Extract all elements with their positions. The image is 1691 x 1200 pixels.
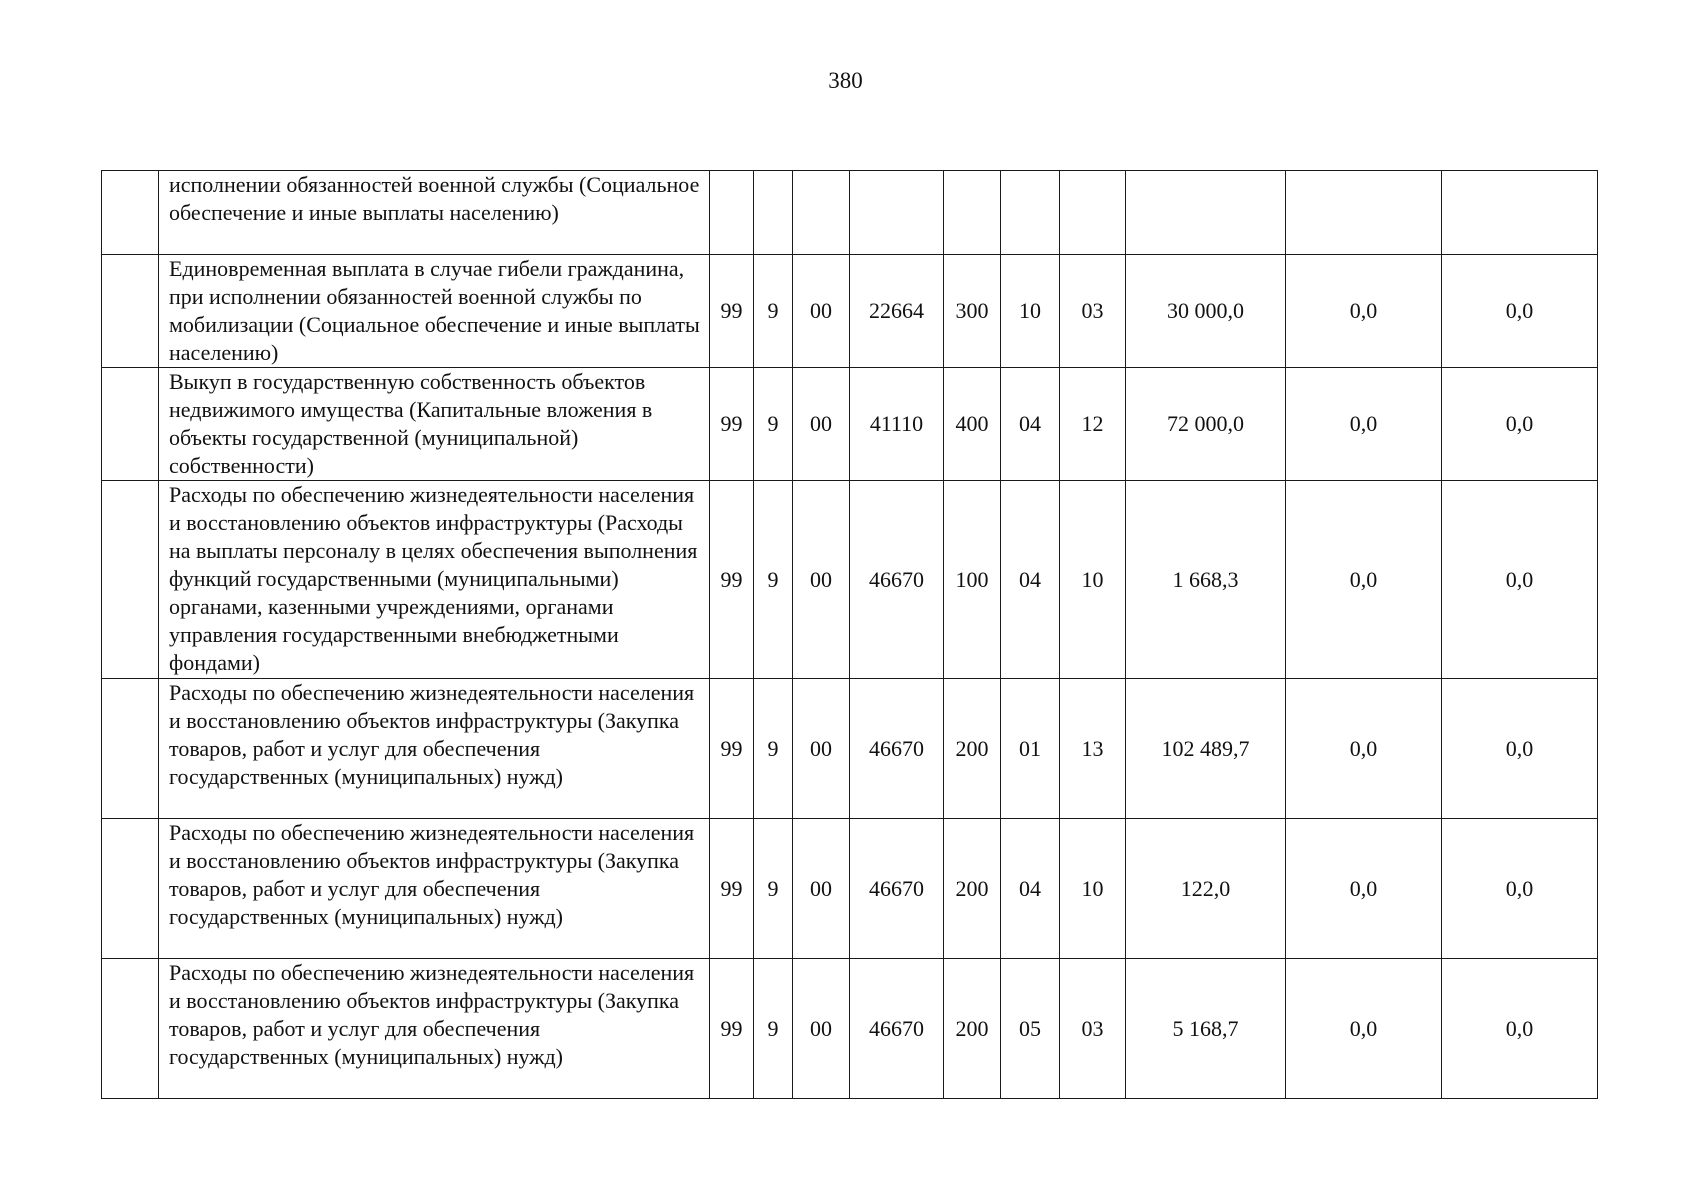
code-cell: 46670 — [850, 481, 944, 679]
code-cell — [944, 171, 1001, 255]
code-cell: 22664 — [850, 255, 944, 368]
amount-cell: 5 168,7 — [1126, 959, 1286, 1099]
amount-cell — [1442, 171, 1598, 255]
index-cell — [102, 819, 159, 959]
code-cell: 10 — [1060, 481, 1126, 679]
code-cell: 00 — [793, 959, 850, 1099]
code-cell: 46670 — [850, 959, 944, 1099]
amount-cell — [1126, 171, 1286, 255]
code-cell: 9 — [754, 255, 793, 368]
description-cell: Расходы по обеспечению жизнедеятельности населения и восстановлению объектов инфраструктуры (Закупка товаров, работ и услуг для обеспечения государственных (муниципальных) нужд) — [159, 819, 710, 959]
index-cell — [102, 679, 159, 819]
code-cell: 00 — [793, 679, 850, 819]
code-cell: 46670 — [850, 819, 944, 959]
code-cell: 99 — [710, 481, 754, 679]
amount-cell: 0,0 — [1442, 255, 1598, 368]
code-cell: 00 — [793, 481, 850, 679]
code-cell: 10 — [1001, 255, 1060, 368]
amount-cell: 0,0 — [1442, 959, 1598, 1099]
code-cell: 99 — [710, 679, 754, 819]
code-cell: 04 — [1001, 819, 1060, 959]
amount-cell: 0,0 — [1286, 481, 1442, 679]
table-row — [102, 679, 1598, 819]
amount-cell: 0,0 — [1286, 679, 1442, 819]
index-cell — [102, 368, 159, 481]
code-cell: 12 — [1060, 368, 1126, 481]
code-cell — [1060, 171, 1126, 255]
code-cell: 200 — [944, 819, 1001, 959]
amount-cell: 122,0 — [1126, 819, 1286, 959]
description-cell: Выкуп в государственную собственность объектов недвижимого имущества (Капитальные вложения в объекты государственной (муниципальной) собственности) — [159, 368, 710, 481]
index-cell — [102, 959, 159, 1099]
code-cell: 99 — [710, 959, 754, 1099]
amount-cell: 72 000,0 — [1126, 368, 1286, 481]
code-cell: 00 — [793, 368, 850, 481]
table-row — [102, 171, 1598, 255]
code-cell: 9 — [754, 819, 793, 959]
code-cell: 00 — [793, 255, 850, 368]
code-cell — [793, 171, 850, 255]
code-cell: 9 — [754, 959, 793, 1099]
code-cell: 99 — [710, 819, 754, 959]
code-cell — [754, 171, 793, 255]
code-cell: 400 — [944, 368, 1001, 481]
code-cell: 00 — [793, 819, 850, 959]
index-cell — [102, 255, 159, 368]
code-cell: 03 — [1060, 255, 1126, 368]
code-cell: 300 — [944, 255, 1001, 368]
budget-table — [101, 170, 1598, 1099]
description-cell: Единовременная выплата в случае гибели гражданина, при исполнении обязанностей военной службы по мобилизации (Социальное обеспечение и иные выплаты населению) — [159, 255, 710, 368]
code-cell: 9 — [754, 368, 793, 481]
amount-cell: 30 000,0 — [1126, 255, 1286, 368]
code-cell: 05 — [1001, 959, 1060, 1099]
table-row — [102, 819, 1598, 959]
code-cell: 200 — [944, 959, 1001, 1099]
code-cell: 04 — [1001, 368, 1060, 481]
code-cell: 99 — [710, 368, 754, 481]
code-cell: 9 — [754, 679, 793, 819]
table-row — [102, 481, 1598, 679]
amount-cell: 0,0 — [1286, 819, 1442, 959]
code-cell: 9 — [754, 481, 793, 679]
amount-cell: 1 668,3 — [1126, 481, 1286, 679]
amount-cell: 0,0 — [1442, 679, 1598, 819]
amount-cell: 0,0 — [1286, 255, 1442, 368]
amount-cell: 0,0 — [1442, 819, 1598, 959]
description-cell: Расходы по обеспечению жизнедеятельности населения и восстановлению объектов инфраструктуры (Закупка товаров, работ и услуг для обеспечения государственных (муниципальных) нужд) — [159, 959, 710, 1099]
amount-cell: 102 489,7 — [1126, 679, 1286, 819]
amount-cell: 0,0 — [1442, 368, 1598, 481]
table-row — [102, 368, 1598, 481]
code-cell: 01 — [1001, 679, 1060, 819]
code-cell — [710, 171, 754, 255]
code-cell: 41110 — [850, 368, 944, 481]
table-row — [102, 255, 1598, 368]
code-cell: 99 — [710, 255, 754, 368]
description-cell: исполнении обязанностей военной службы (Социальное обеспечение и иные выплаты населению) — [159, 171, 710, 255]
index-cell — [102, 481, 159, 679]
code-cell: 03 — [1060, 959, 1126, 1099]
code-cell — [1001, 171, 1060, 255]
code-cell: 13 — [1060, 679, 1126, 819]
description-cell: Расходы по обеспечению жизнедеятельности населения и восстановлению объектов инфраструктуры (Расходы на выплаты персоналу в целях обеспечения выполнения функций государственными (муниципальными) органами, казенными учреждениями, органами управления государственными внебюджетными фондами) — [159, 481, 710, 679]
code-cell: 04 — [1001, 481, 1060, 679]
code-cell: 46670 — [850, 679, 944, 819]
amount-cell: 0,0 — [1442, 481, 1598, 679]
page-number: 380 — [828, 68, 863, 93]
index-cell — [102, 171, 159, 255]
code-cell: 10 — [1060, 819, 1126, 959]
code-cell — [850, 171, 944, 255]
description-cell: Расходы по обеспечению жизнедеятельности населения и восстановлению объектов инфраструктуры (Закупка товаров, работ и услуг для обеспечения государственных (муниципальных) нужд) — [159, 679, 710, 819]
amount-cell: 0,0 — [1286, 368, 1442, 481]
code-cell: 200 — [944, 679, 1001, 819]
amount-cell — [1286, 171, 1442, 255]
code-cell: 100 — [944, 481, 1001, 679]
amount-cell: 0,0 — [1286, 959, 1442, 1099]
table-row — [102, 959, 1598, 1099]
